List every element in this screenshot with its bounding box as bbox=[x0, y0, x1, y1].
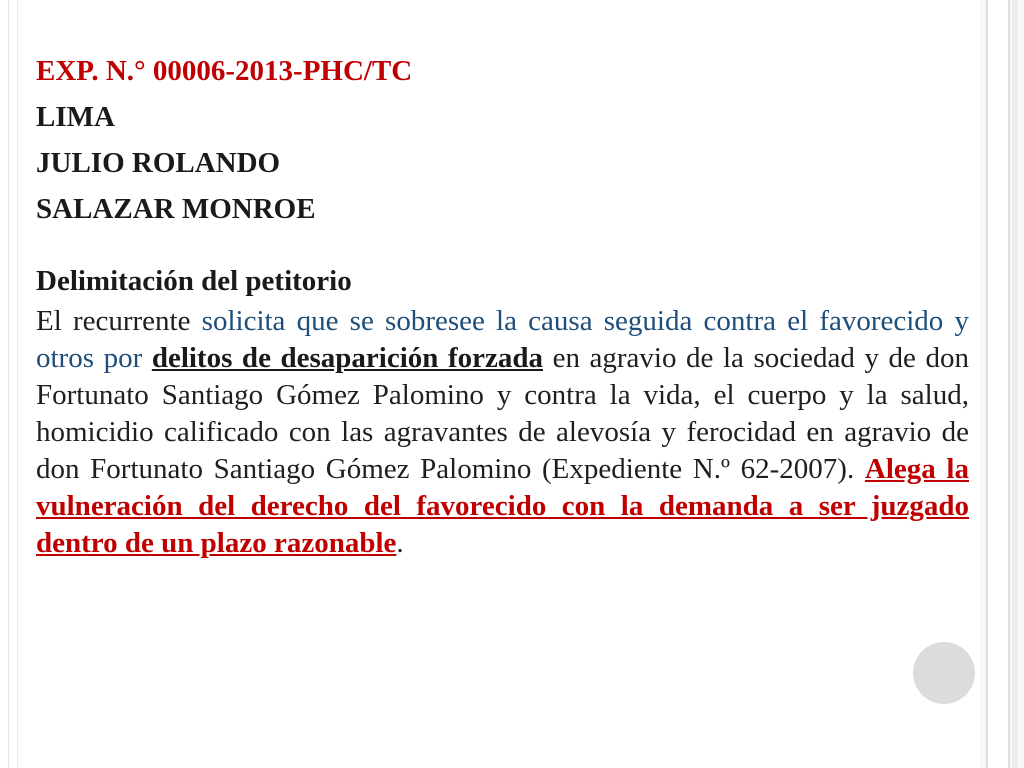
paragraph-end: . bbox=[396, 527, 404, 559]
paragraph-space bbox=[142, 342, 152, 374]
party-name-line1: JULIO ROLANDO bbox=[36, 147, 281, 179]
decorative-circle bbox=[913, 642, 975, 704]
slide-left-border bbox=[8, 0, 18, 768]
slide-right-border bbox=[980, 0, 1024, 768]
paragraph-intro: El recurrente bbox=[36, 305, 202, 337]
petition-paragraph bbox=[36, 303, 969, 562]
right-border-bar bbox=[986, 0, 1010, 768]
case-city: LIMA bbox=[36, 101, 115, 133]
paragraph-details: en agravio de la sociedad y de don Fortunato Santiago Gómez Palomino y contra la vida, el cuerpo y la salud, homicidio calificado con las agravantes de alevosía y ferocidad en agravio de don Fortunato Santiago Gómez Palomino (Expediente N.º 62-2007). bbox=[36, 342, 969, 485]
party-name-line2: SALAZAR MONROE bbox=[36, 193, 316, 225]
section-title: Delimitación del petitorio bbox=[36, 265, 352, 297]
slide-content bbox=[36, 48, 969, 562]
paragraph-request: solicita que se sobresee la causa seguida contra el favorecido y otros por bbox=[36, 305, 969, 374]
right-border-bar-outer bbox=[1012, 0, 1018, 768]
paragraph-crime: delitos de desaparición forzada bbox=[151, 342, 543, 374]
case-number: EXP. N.° 00006-2013-PHC/TC bbox=[36, 55, 413, 87]
paragraph-allegation: Alega la vulneración del derecho del favorecido con la demanda a ser juzgado dentro de un plazo razonable bbox=[36, 453, 969, 559]
